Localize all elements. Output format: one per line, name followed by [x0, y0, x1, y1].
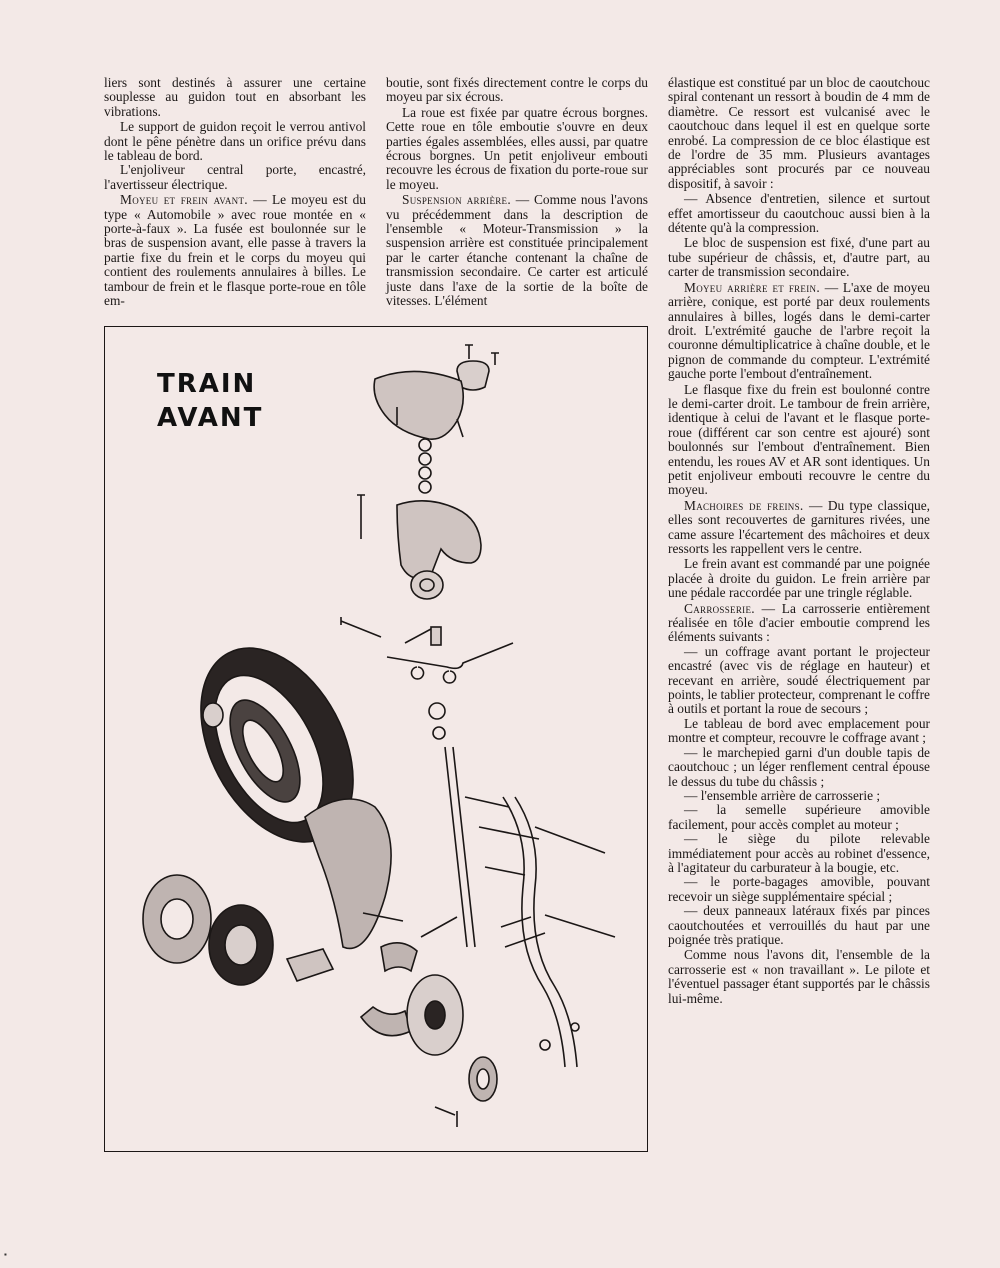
hub-icon — [287, 949, 333, 981]
paragraph — [668, 281, 930, 382]
exploded-view-figure — [104, 326, 648, 1152]
paragraph: Le bloc de suspension est fixé, d'une part au tube supérieur de châssis, et, d'autre part, au carter de transmission secondaire. — [668, 235, 930, 280]
paragraph: — deux panneaux latéraux fixés par pinces caoutchoutées et verrouillés du haut par une poignée très pratique. — [668, 903, 930, 947]
washer-icon — [203, 703, 223, 727]
paragraph: Le tableau de bord avec emplacement pour montre et compteur, recouvre le coffrage avant ; — [668, 715, 930, 746]
fork-blade-icon — [503, 797, 577, 1067]
figure-title-line: TRAIN — [157, 369, 257, 399]
bolt-icon — [405, 629, 431, 643]
paragraph: — l'ensemble arrière de carrosserie ; — [684, 787, 881, 803]
paragraph — [386, 193, 648, 308]
front-suspension-exploded-drawing — [105, 327, 646, 1150]
section-heading: Moyeu arrière et frein. — — [684, 279, 839, 295]
paragraph: Le flasque fixe du frein est boulonné contre le demi-carter droit. Le tambour de frein arrière, identique à celui de l'avant et le flasque porte-roue (différent car son centre est ajouré) sont boulonnés sur l'embout d'entraînement. Bien entendu, les roues AV et AR sont identiques. Un petit enjoliveur embouti recouvre le centre du moyeu. — [668, 381, 930, 498]
paragraph: — le marchepied garni d'un double tapis de caoutchouc ; un léger renflement central épouse le dessus du tube du châssis ; — [668, 744, 930, 789]
paragraph-body: La carrosserie entièrement réalisée en tôle d'acier emboutie comprend les éléments suivants : — [668, 600, 931, 645]
bushing-icon — [431, 627, 441, 645]
paragraph: Comme nous l'avons dit, l'ensemble de la carrosserie est « non travaillant ». Le pilote et l'éventuel passager étant supportés par le châssis lui-même. — [668, 947, 930, 1006]
paragraph: — Absence d'entretien, silence et surtout effet amortisseur du caoutchouc aussi bien à la détente qu'à la compression. — [668, 191, 930, 236]
section-heading: Machoires de freins. — — [684, 497, 823, 513]
paragraph-body: Comme nous l'avons vu précédemment dans la description de l'ensemble « Moteur-Transmission » la suspension arrière est constituée principalement par le carter étanche contenant la chaîne de transmission secondaire. Ce carter est articulé juste dans l'axe de la sortie de la boîte de vitesses. L'élément — [386, 192, 648, 309]
section-heading: Carrosserie. — — [684, 600, 776, 616]
paragraph: liers sont destinés à assurer une certaine souplesse au guidon tout en absorbant les vibrations. — [104, 75, 366, 119]
text-column-1 — [104, 76, 366, 309]
corner-mark: ▪ — [4, 1250, 7, 1259]
paragraph — [668, 602, 930, 645]
paragraph: boutie, sont fixés directement contre le corps du moyeu par six écrous. — [386, 75, 648, 105]
figure-title-line: AVANT — [157, 403, 264, 433]
paragraph: Le support de guidon reçoit le verrou antivol dont le pêne pénètre dans un orifice prévu dans le tableau de bord. — [104, 119, 366, 164]
brake-shoe-icon — [361, 1007, 411, 1036]
paragraph: La roue est fixée par quatre écrous borgnes. Cette roue en tôle emboutie s'ouvre en deux parties égales assemblées, elles aussi, par quatre écrous borgnes. Un petit enjoliveur embouti recouvre les écrous de fixation du porte-roue sur le moyeu. — [386, 104, 648, 192]
section-heading: Moyeu et frein avant. — — [120, 192, 267, 208]
paragraph: élastique est constitué par un bloc de caoutchouc spiral contenant un ressort à boudin de 4 mm de diamètre. Ce ressort est vulcanisé avec le caoutchouc dans lequel il est en quelque sorte enrobé. La compression de ce bloc élastique est de l'ordre de 35 mm. Plusieurs avantages appréciables sont procurés par ce nouveau dispositif, à savoir : — [668, 75, 930, 191]
text-column-2 — [386, 76, 648, 309]
paragraph-body: L'axe de moyeu arrière, conique, est porté par deux roulements annulaires à billes, logés dans le demi-carter droit. L'extrémité gauche de l'arbre reçoit la couronne démultiplicatrice à chaîne double, et le pignon de commande du compteur. L'extrémité gauche porte l'embout d'entraînement. — [668, 279, 930, 382]
paragraph — [668, 499, 930, 557]
paragraph: — la semelle supérieure amovible facilement, pour accès complet au moteur ; — [668, 802, 930, 832]
text-column-3 — [668, 76, 930, 1006]
paragraph: L'enjoliveur central porte, encastré, l'avertisseur électrique. — [104, 162, 366, 192]
bolt-icon — [465, 797, 615, 937]
bolt-icon — [363, 913, 545, 947]
steering-bracket-icon — [397, 501, 481, 579]
bearing-stack-icon — [419, 439, 431, 493]
paragraph: Le frein avant est commandé par une poignée placée à droite du guidon. Le frein arrière par une pédale raccordée par une tringle réglable. — [668, 556, 930, 601]
bearing-cup-icon — [411, 571, 443, 599]
paragraph: — le siège du pilote relevable immédiatement pour accès au robinet d'essence, à l'agitateur du carburateur à la bougie, etc. — [668, 831, 930, 875]
handlebar-bracket-icon — [374, 371, 463, 439]
paragraph: — un coffrage avant portant le projecteur encastré (avec vis de réglage en hauteur) et recevant en arrière, soudé électriquement par points, le tablier protecteur, comprenant le coffre à outils et portant la roue de secours ; — [668, 643, 930, 717]
bolt-icon — [341, 617, 381, 637]
bolt-icon — [435, 1107, 457, 1127]
paragraph: — le porte-bagages amovible, pouvant recevoir un siège supplémentaire spécial ; — [668, 874, 930, 904]
paragraph-body: Le moyeu est du type « Automobile » avec roue montée en « porte-à-faux ». La fusée est boulonnée sur le bras de suspension avant, elle passe à travers la partie fixe du frein et le corps du moyeu qui contient des roulements annulaires à billes. Le tambour de frein et le flasque porte-roue en tôle em- — [104, 192, 366, 309]
suspension-link-icon — [387, 643, 513, 683]
fork-stem-icon — [445, 747, 475, 947]
paragraph — [104, 193, 366, 308]
brake-shoe-icon — [381, 943, 417, 971]
paragraph-body: Du type classique, elles sont recouvertes de garnitures rivées, une came assure l'écartement des mâchoires et deux ressorts les rappellent vers le centre. — [668, 497, 930, 556]
section-heading: Suspension arrière. — — [402, 192, 530, 208]
mudguard-icon — [305, 799, 391, 948]
